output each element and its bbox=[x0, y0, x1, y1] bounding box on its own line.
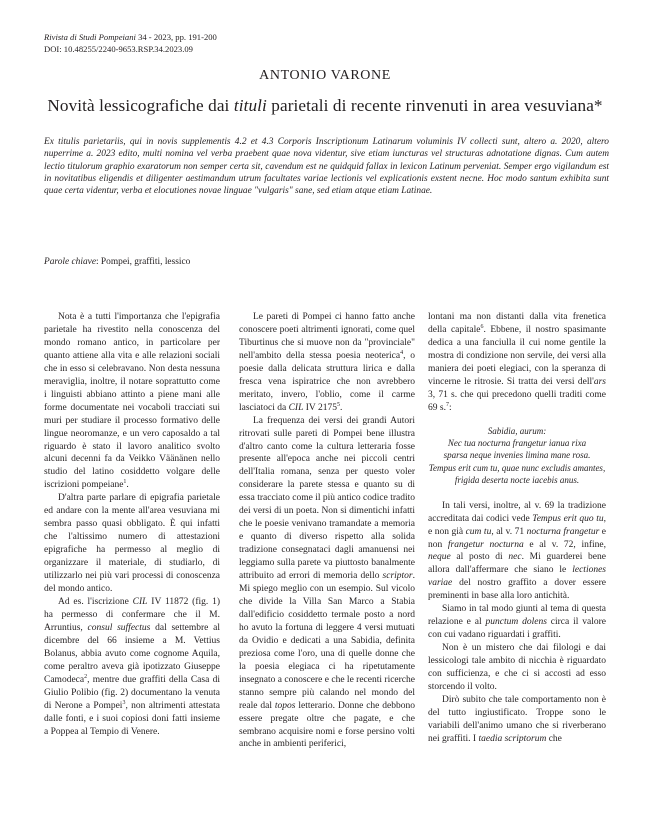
paragraph: Non è un mistero che dai filologi e dai lessicologi tale ambito di nicchia è riguardato con sufficienza, e che ci si accosti ad esso storcendo il volto. bbox=[428, 643, 606, 692]
footnote-ref: 1 bbox=[123, 479, 127, 486]
abstract: Ex titulis parietariis, qui in novis supplementis 4.2 et 4.3 Corporis Inscriptionum Latinarum voluminis IV collecti sunt, altero a. 2020, altero nuperrime a. 2023 edito, multi nomina vel verba praebent quae nova videntur, sive etiam iuncturas vel structuras adnotatione dignas. Cum autem lectio titulorum graphio exaratorum non semper certa sit, cavendum est ne quidquid fallax in lexicon Latinum perveniat. Semper ergo vigilandum est in novitatibus eligendis et diligenter aestimandum utrum facultates variae lectionis vel explicationis exstent necne. Hoc modo santum exhibita sunt quae certa videntur, verba et elocutiones novae linguae "vulgaris" sane, sed etiam atque etiam Latinae. bbox=[44, 137, 609, 197]
poem-line: sparsa neque invenies limina mane rosa. bbox=[443, 450, 591, 461]
poem-line: Sabidia, aurum: bbox=[487, 425, 547, 436]
poem-quotation bbox=[428, 425, 606, 487]
paragraph: La frequenza dei versi dei grandi Autori ritrovati sulle pareti di Pompei bene illustra d'altro canto come la cultura letteraria fosse presente all'epoca anche nei piccoli centri dell'Italia romana, senza per questo voler considerare la parete stessa e quanto su di essa tracciato come il più antico codice tradito dei versi di un poeta. Non si dimentichi infatti che le poesie venivano tramandate a memoria e quanto di diverso rispetto alla solida tradizione consegnataci dagli amanuensi nei leggiamo sulla parete va piuttosto banalmente attribuito ad errori di memoria dello scriptor. Mi spiego meglio con un esempio. Sul vicolo che divide la Villa San Marco a Stabia dall'edificio cosiddetto termale posto a nord ho avuto la fortuna di leggere 4 versi mutuati da Ovidio e dedicati a una Sabidia, definita preziosa come l'oro, una di quelle donne che la poesia elegiaca ci ha ripetutamente insegnato a conoscere e che le recenti ricerche stanno sempre più calando nel mondo del reale dal topos letterario. Donne che debbono essere pregate oltre che pagate, e che sembrano acquisire nomi e forse persino volti anche in ambienti periferici, bbox=[239, 415, 416, 750]
footnote-ref: 5 bbox=[337, 401, 340, 408]
poem-line: Tempus erit cum tu, quae nunc excludis amantes, bbox=[428, 462, 606, 473]
journal-citation bbox=[44, 31, 217, 43]
paragraph: lontani ma non distanti dalla vita frenetica della capitale$^6$. Ebbene, il nostro spasimante dedica a una fanciulla il cui nome gentile la mostra di condizione non servile, dei versi alla maniera dei poeti elegiaci, con la speranza di vincerne le ritrosie. Si tratta dei versi dell'ars 3, 71 s. che qui precedono quelli traditi come 69 s.$^7$: bbox=[428, 312, 606, 413]
paragraph: Dirò subito che tale comportamento non è del tutto ingiustificato. Troppe sono le variabili dell'animo umano che si riverberano nei graffiti. I taedia scriptorum che bbox=[428, 694, 606, 744]
journal-name: Rivista di Studi Pompeiani bbox=[44, 32, 136, 42]
paragraph: Siamo in tal modo giunti al tema di questa relazione e al punctum dolens circa il valore con cui vadano riguardati i graffiti. bbox=[428, 604, 606, 641]
poem-line: Nec tua nocturna frangetur ianua rixa bbox=[447, 438, 587, 449]
author-name: ANTONIO VARONE bbox=[259, 68, 391, 83]
journal-details: 34 - 2023, pp. 191-200 bbox=[138, 32, 217, 42]
article-title: Novità lessicografiche dai tituli parietali di recente rinvenuti in area vesuviana* bbox=[47, 96, 603, 115]
keywords-label: Parole chiave bbox=[44, 257, 96, 267]
footnote-ref: 3 bbox=[122, 699, 126, 706]
keywords-value: : Pompei, graffiti, lessico bbox=[95, 257, 191, 267]
journal-header bbox=[44, 31, 217, 55]
paragraph: In tali versi, inoltre, al v. 69 la tradizione accreditata dai codici vede Tempus erit quo tu, e non già cum tu, al v. 71 nocturna frangetur e non frangetur nocturna e al v. 72, infine, neque al posto di nec. Mi guarderei bene allora dall'affermare che siano le lectiones variae del nostro graffito a dover essere preminenti in base alla loro antichità. bbox=[428, 500, 607, 602]
poem-line: frigida deserta nocte iacebis anus. bbox=[454, 475, 580, 486]
paragraph: D'altra parte parlare di epigrafia parietale ed andare con la mente all'area vesuviana mi sembra passo quasi obbligato. È qui infatti che l'altissimo numero di attestazioni epigrafiche ha permesso al meglio di organizzare il materiale, di studiarlo, di utilizzarlo nei più vari processi di conoscenza del mondo antico. bbox=[44, 493, 220, 595]
paragraph: Nota è a tutti l'importanza che l'epigrafia parietale ha rivestito nella conoscenza del mondo romano antico, in particolare per quanto attiene alla vita e alle relazioni sociali che in esso si celebravano. Non desta nessuna meraviglia, inoltre, il notare soprattutto come i linguisti abbiano attinto a piene mani alle forme documentate nei vocaboli tracciati sui muri per studiare il processo formativo delle lingue neoromanze, e un vero caposaldo a tal riguardo è stato il lavoro analitico svolto alcuni decenni fa da Veikko Väänänen nello studio del latino cosiddetto volgare delle iscrizioni pompeiane$^1$. bbox=[44, 312, 220, 491]
text-column-2 bbox=[239, 311, 415, 751]
text-column-3 bbox=[428, 311, 606, 746]
paragraph: Ad es. l'iscrizione CIL IV 11872 (fig. 1) ha permesso di confermare che il M. Arruntius, consul suffectus dal settembre al dicembre del 66 insieme a M. Vettius Bolanus, abbia avuto come cognome Aquila, come peraltro aveva già ipotizzato Giuseppe Camodeca$^2$, mentre due graffiti della Casa di Giulio Polibio (fig. 2) documentano la venuta di Nerone a Pompei$^3$, non altrimenti attestata dalle fonti, e i suoi copiosi doni fatti insieme a Poppea al Tempio di Venere. bbox=[44, 596, 220, 737]
paragraph: Le pareti di Pompei ci hanno fatto anche conoscere poeti altrimenti ignorati, come quel Tiburtinus che si muove non da "provinciale" nell'ambito della stessa poesia neoterica$^4$, o poesie dalla delicata struttura lirica e dalla fresca vena ispiratrice che non avrebbero meritato, invero, l'oblio, come il carme lasciatoci da CIL IV 2175$^5$. bbox=[239, 312, 415, 413]
text-column-1 bbox=[44, 311, 220, 738]
footnote-ref: 2 bbox=[84, 673, 88, 680]
footnote-ref: 6 bbox=[480, 323, 484, 330]
keywords bbox=[44, 257, 190, 267]
footnote-ref: 7 bbox=[445, 401, 449, 408]
doi: DOI: 10.48255/2240-9653.RSP.34.2023.09 bbox=[44, 44, 193, 54]
footnote-ref: 4 bbox=[400, 349, 404, 356]
